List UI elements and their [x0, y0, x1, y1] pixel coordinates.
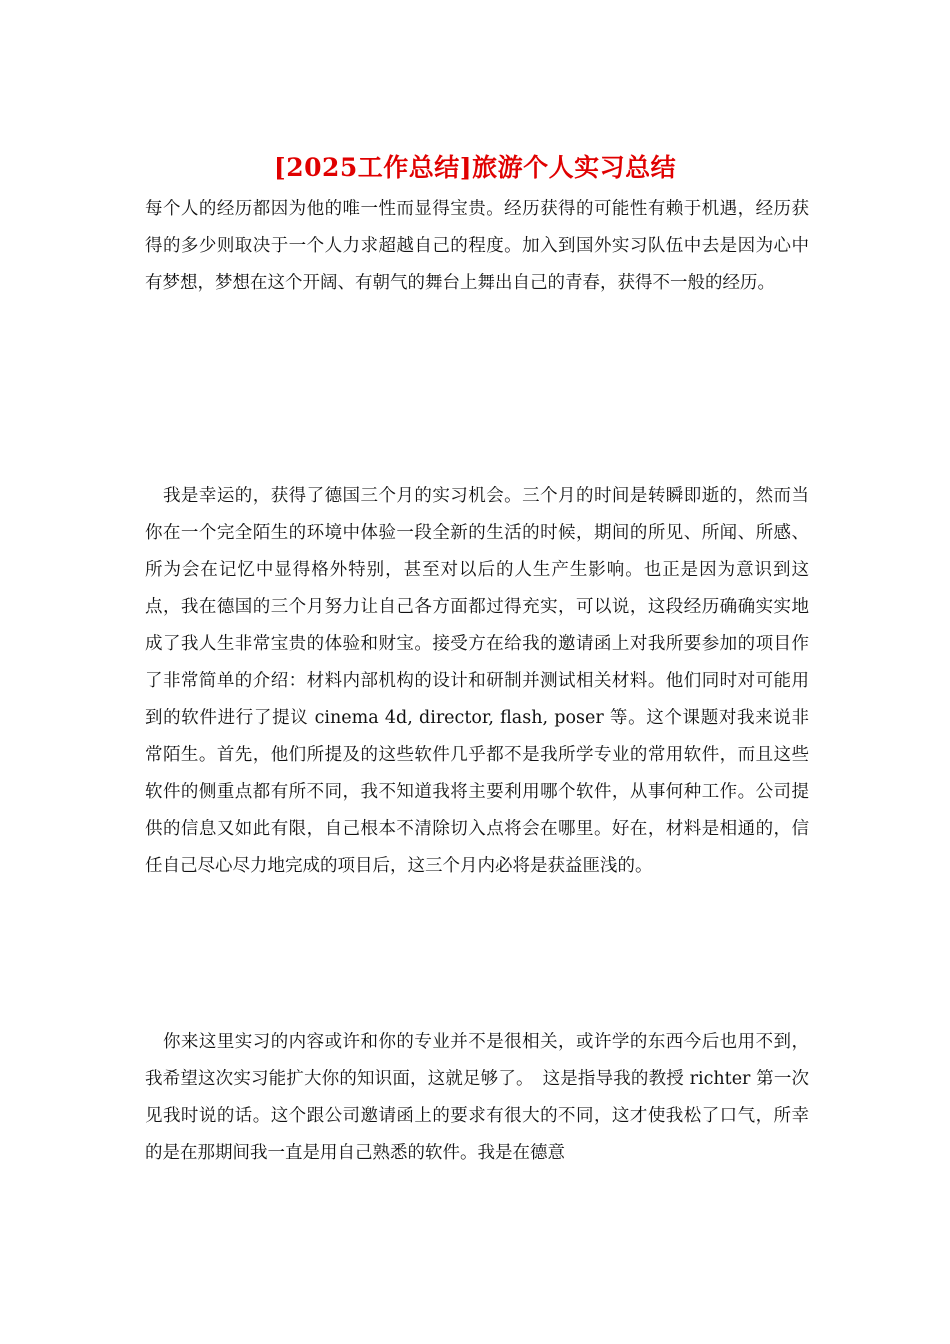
- paragraph-germany-internship: 我是幸运的，获得了德国三个月的实习机会。三个月的时间是转瞬即逝的，然而当你在一个完全陌生的环境中体验一段全新的生活的时候，期间的所见、所闻、所感、所为会在记忆中显得格外特别，甚至对以后的人生产生影响。也正是因为意识到这点，我在德国的三个月努力让自己各方面都过得充实，可以说，这段经历确确实实地成了我人生非常宝贵的体验和财宝。接受方在给我的邀请函上对我所要参加的项目作了非常简单的介绍：材料内部机构的设计和研制并测试相关材料。他们同时对可能用到的软件进行了提议 cinema 4d, director, flash, poser 等。这个课题对我来说非常陌生。首先，他们所提及的这些软件几乎都不是我所学专业的常用软件，而且这些软件的侧重点都有所不同，我不知道我将主要利用哪个软件，从事何种工作。公司提供的信息又如此有限，自己根本不清除切入点将会在哪里。好在，材料是相通的，信任自己尽心尽力地完成的项目后，这三个月内必将是获益匪浅的。: [145, 486, 809, 876]
- paragraph-professor-quote: 你来这里实习的内容或许和你的专业并不是很相关，或许学的东西今后也用不到，我希望这次实习能扩大你的知识面，这就足够了。 这是指导我的教授 richter 第一次见我时说的话。这个跟公司邀请函上的要求有很大的不同，这才使我松了口气，所幸的是在那期间我一直是用自己熟悉的软件。我是在德意: [145, 1032, 809, 1163]
- paragraph-intro: 每个人的经历都因为他的唯一性而显得宝贵。经历获得的可能性有赖于机遇，经历获得的多少则取决于一个人力求超越自己的程度。加入到国外实习队伍中去是因为心中有梦想，梦想在这个开阔、有朝气的舞台上舞出自己的青春，获得不一般的经历。: [145, 199, 809, 293]
- document-title: [2025工作总结]旅游个人实习总结: [273, 153, 677, 182]
